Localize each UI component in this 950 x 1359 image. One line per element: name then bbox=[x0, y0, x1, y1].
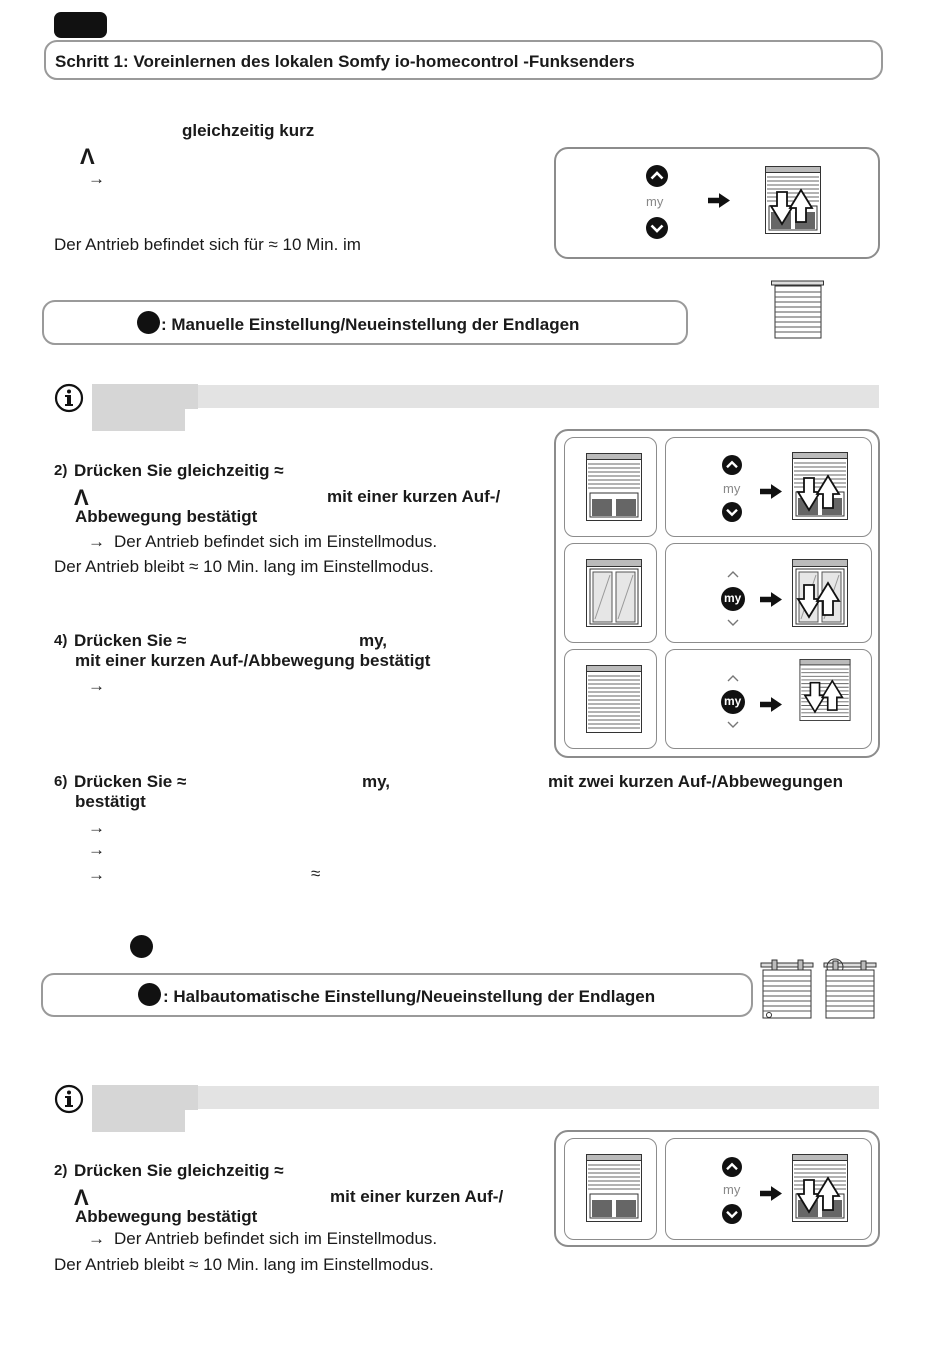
manual-step6-text: Drücken Sie ≈ bbox=[74, 772, 187, 791]
info-highlight bbox=[92, 1085, 198, 1110]
info-highlight bbox=[198, 385, 879, 408]
my-button-label: my bbox=[723, 481, 741, 496]
window-updown-icon bbox=[792, 452, 848, 520]
window-shutter-icon bbox=[586, 1154, 642, 1222]
my-button-label: my bbox=[723, 1182, 741, 1197]
chevron-up-icon bbox=[727, 570, 739, 578]
manual-illustration bbox=[554, 429, 880, 758]
up-button-icon bbox=[722, 455, 742, 475]
semi-step2-note: Der Antrieb bleibt ≈ 10 Min. lang im Einstellmodus. bbox=[54, 1255, 434, 1274]
section-marker-icon bbox=[137, 311, 160, 334]
window-shutter-icon bbox=[586, 453, 642, 521]
result-arrow: → bbox=[88, 840, 105, 859]
window-updown-icon bbox=[792, 1154, 848, 1222]
step-number: 2) bbox=[54, 462, 68, 479]
step1-line1: gleichzeitig kurz bbox=[182, 121, 315, 140]
result-arrow: → bbox=[88, 1229, 105, 1248]
my-button-label: my bbox=[724, 591, 742, 605]
shutter-ends-icon bbox=[771, 280, 824, 340]
up-button-icon bbox=[722, 1157, 742, 1177]
window-updown-icon bbox=[765, 166, 821, 234]
manual-step2-text: Drücken Sie gleichzeitig ≈ bbox=[74, 461, 284, 480]
step1-header-text: Schritt 1: Voreinlernen des lokalen Somfy io-homecontrol -Funksenders bbox=[55, 52, 635, 71]
up-symbol: Λ bbox=[80, 144, 95, 169]
window-cell bbox=[564, 543, 657, 643]
window-open-updown-icon bbox=[792, 559, 848, 627]
step1-header bbox=[44, 40, 883, 80]
window-closed-updown-icon bbox=[799, 659, 851, 721]
remote-cell bbox=[665, 1138, 872, 1240]
arrow-right-icon bbox=[760, 592, 782, 607]
info-highlight bbox=[92, 408, 185, 431]
result-arrow: → bbox=[88, 676, 105, 695]
semi-header bbox=[41, 973, 753, 1017]
window-closed-icon bbox=[586, 665, 642, 733]
window-open-icon bbox=[586, 559, 642, 627]
semi-step2-result: Der Antrieb befindet sich im Einstellmodus. bbox=[114, 1229, 438, 1248]
manual-step4-text2: mit einer kurzen Auf-/Abbewegung bestätigt bbox=[75, 651, 431, 670]
remote-cell bbox=[665, 543, 872, 643]
arrow-right-icon bbox=[760, 484, 782, 499]
my-button-label: my bbox=[646, 194, 664, 209]
step-number: 2) bbox=[54, 1162, 68, 1179]
semi-header-text: : Halbautomatische Einstellung/Neueinstellung der Endlagen bbox=[163, 987, 656, 1006]
up-symbol: Λ bbox=[74, 1185, 89, 1210]
manual-step2-note: Der Antrieb bleibt ≈ 10 Min. lang im Einstellmodus. bbox=[54, 557, 434, 576]
shutter-semi-icon bbox=[760, 958, 878, 1020]
result-arrow: → bbox=[88, 818, 105, 837]
result-arrow: → bbox=[88, 532, 105, 551]
result-arrow: → bbox=[88, 865, 105, 884]
remote-cell bbox=[665, 649, 872, 749]
result-arrow: → bbox=[88, 169, 105, 188]
info-highlight bbox=[92, 1109, 185, 1132]
chevron-up-icon bbox=[727, 674, 739, 682]
up-button-icon bbox=[646, 165, 668, 187]
semi-step2-text3: Abbewegung bestätigt bbox=[75, 1207, 258, 1226]
remote-cell bbox=[665, 437, 872, 537]
info-highlight bbox=[198, 1086, 879, 1109]
step1-note: Der Antrieb befindet sich für ≈ 10 Min. im bbox=[54, 235, 361, 254]
chevron-down-icon bbox=[727, 619, 739, 627]
info-highlight bbox=[92, 384, 198, 409]
my-button-label: my bbox=[724, 694, 742, 708]
manual-header-text: : Manuelle Einstellung/Neueinstellung der Endlagen bbox=[161, 315, 580, 334]
section-tab bbox=[54, 12, 107, 38]
arrow-right-icon bbox=[760, 1186, 782, 1201]
arrow-right-icon bbox=[708, 193, 730, 208]
manual-header bbox=[42, 300, 688, 345]
chevron-down-icon bbox=[727, 721, 739, 729]
approx-symbol: ≈ bbox=[311, 864, 321, 883]
down-button-icon bbox=[722, 502, 742, 522]
down-button-icon bbox=[646, 217, 668, 239]
semi-step2-text2: mit einer kurzen Auf-/ bbox=[330, 1187, 504, 1206]
manual-step6-text2: mit zwei kurzen Auf-/Abbewegungen bbox=[548, 772, 843, 791]
my-label: my, bbox=[362, 772, 391, 791]
section-marker-icon bbox=[138, 983, 161, 1006]
semi-step2-text: Drücken Sie gleichzeitig ≈ bbox=[74, 1161, 284, 1180]
semi-illustration bbox=[554, 1130, 880, 1247]
step1-illustration bbox=[554, 147, 880, 259]
down-button-icon bbox=[722, 1204, 742, 1224]
manual-step2-text3: Abbewegung bestätigt bbox=[75, 507, 258, 526]
info-icon bbox=[54, 383, 84, 413]
manual-step4-text: Drücken Sie ≈ bbox=[74, 631, 187, 650]
section-marker-icon bbox=[130, 935, 153, 958]
manual-step6-text3: bestätigt bbox=[75, 792, 146, 811]
step-number: 4) bbox=[54, 632, 68, 649]
window-cell bbox=[564, 437, 657, 537]
manual-step2-text2: mit einer kurzen Auf-/ bbox=[327, 487, 501, 506]
info-icon bbox=[54, 1084, 84, 1114]
arrow-right-icon bbox=[760, 697, 782, 712]
up-symbol: Λ bbox=[74, 485, 89, 510]
window-cell bbox=[564, 1138, 657, 1240]
my-label: my, bbox=[359, 631, 388, 650]
step-number: 6) bbox=[54, 773, 68, 790]
manual-step2-result: Der Antrieb befindet sich im Einstellmodus. bbox=[114, 532, 438, 551]
window-cell bbox=[564, 649, 657, 749]
